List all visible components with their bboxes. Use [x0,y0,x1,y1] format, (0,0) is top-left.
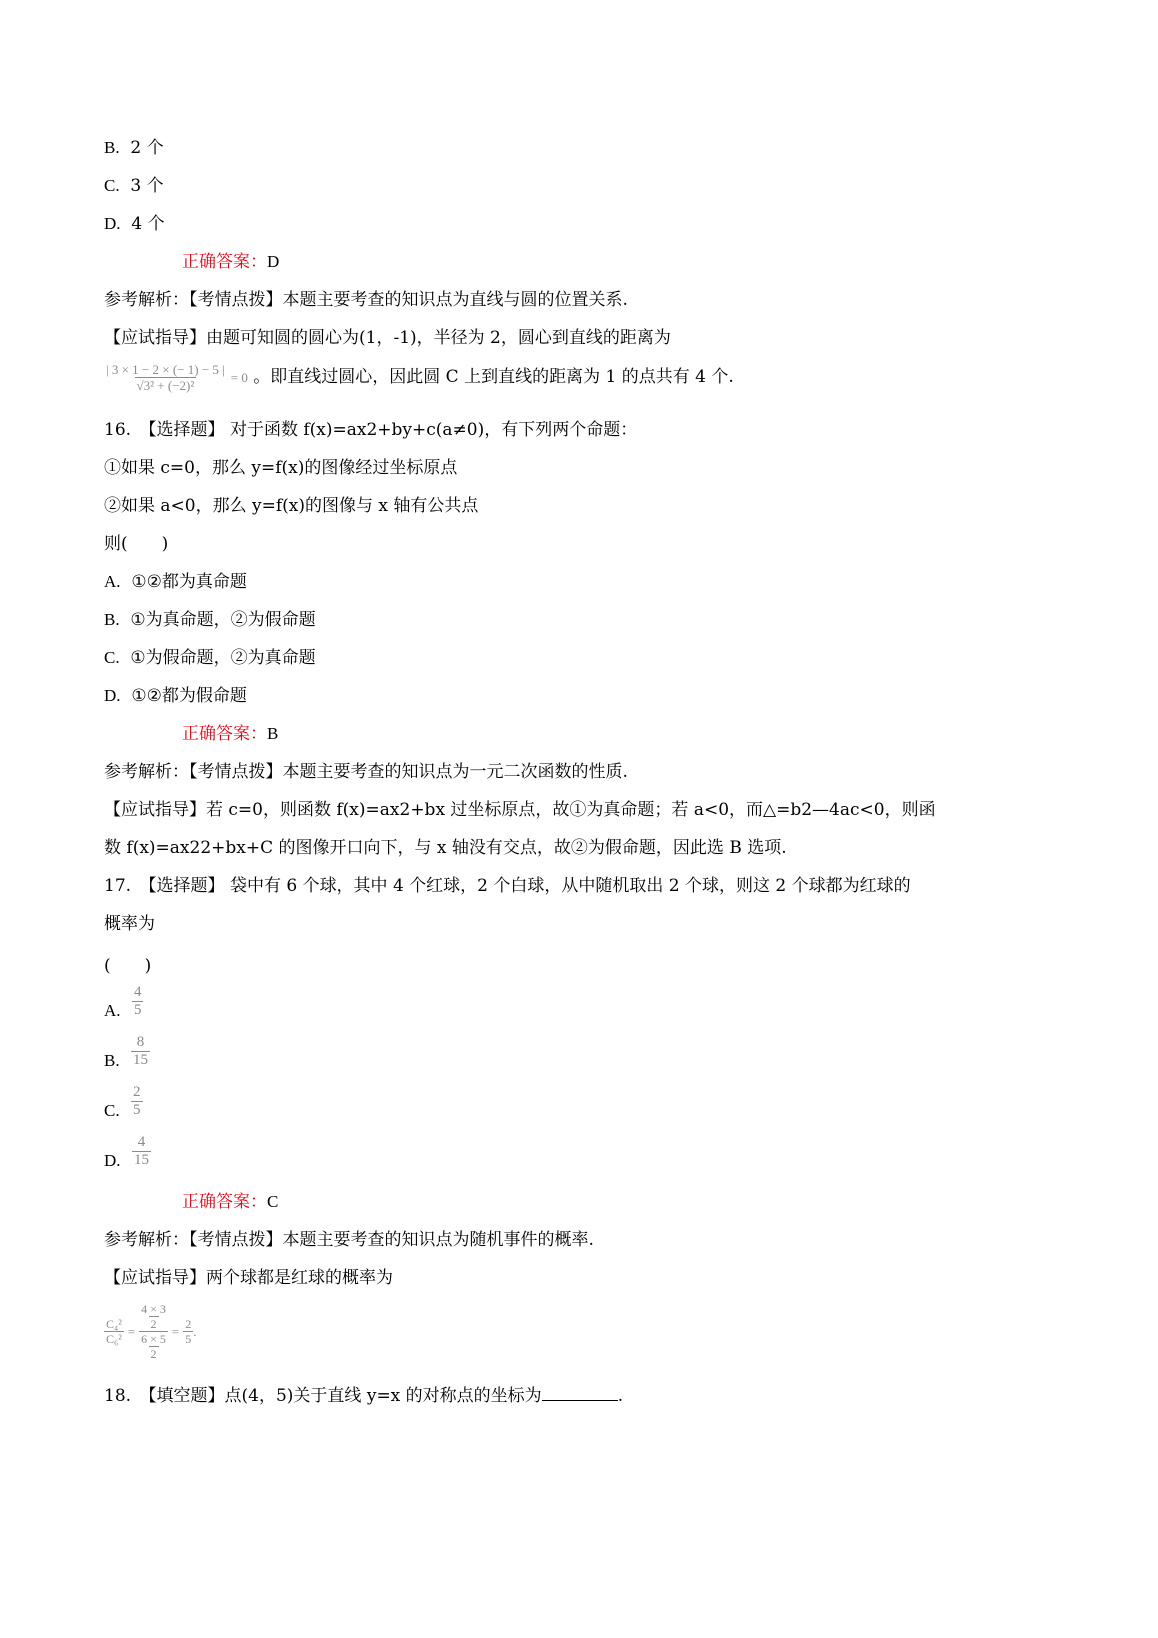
option-text: 3 个 [130,176,164,196]
formula-denominator: √3² + (−2)² [136,378,195,393]
fraction-numerator: 4 [133,984,142,1000]
guide-line-2: 数 f(x)=ax22+bx+C 的图像开口向下，与 x 轴没有交点，故②为假命题，因此选 B 选项. [104,838,787,858]
result-fraction [183,1317,193,1346]
guide: 【应试指导】由题可知圆的圆心为(1，-1)，半径为 2，圆心到直线的距离为 [104,328,671,348]
fraction-numerator: 8 [136,1034,145,1050]
question-ask: ( ) [104,956,152,976]
question-stem-line-2: 概率为 [104,914,155,934]
answer-value: B [267,724,279,743]
inner-denominator: 2 [150,1317,157,1331]
option-b [104,1034,150,1069]
option-c [104,1084,143,1119]
formula-numerator: | 3 × 1 − 2 × (− 1) − 5 | [106,362,225,377]
option-fraction [131,1084,143,1119]
period: . [193,1323,197,1339]
answer-blank[interactable] [542,1384,618,1401]
inner-denominator: 2 [150,1347,157,1361]
question-stem-line-1: 17. 【选择题】 袋中有 6 个球，其中 4 个红球，2 个白球，从中随机取出 2 个球，则这 2 个球都为红球的 [104,876,911,896]
answer-label: 正确答案： [182,252,267,272]
analysis: 参考解析：【考情点拨】本题主要考查的知识点为一元二次函数的性质. [104,762,628,782]
option-d [104,212,165,236]
option-c [104,646,316,670]
result-numerator: 2 [185,1317,192,1331]
option-text: 2 个 [130,138,164,158]
equals-sign: = [171,1323,180,1339]
formula-result: = 0 [230,369,248,385]
option-letter: C. [104,1101,120,1120]
option-b [104,136,164,160]
correct-answer [182,1190,278,1214]
option-d [104,1134,151,1169]
option-fraction [132,1134,151,1169]
option-fraction [132,984,144,1019]
distance-fraction [104,362,227,393]
option-a [104,570,247,594]
combination-numerator: C₄² [106,1317,122,1331]
option-text: ①为假命题，②为真命题 [130,648,316,668]
result-denominator: 5 [185,1332,192,1346]
option-letter: B. [104,1051,120,1070]
combination-fraction [104,1317,124,1346]
option-b [104,608,316,632]
expanded-denominator [139,1331,168,1361]
probability-formula [104,1302,197,1361]
option-letter: A. [104,1001,121,1020]
analysis: 参考解析：【考情点拨】本题主要考查的知识点为直线与圆的位置关系. [104,290,628,310]
answer-label: 正确答案： [182,1192,267,1212]
expanded-fraction [139,1302,168,1361]
analysis: 参考解析：【考情点拨】本题主要考查的知识点为随机事件的概率. [104,1230,594,1250]
correct-answer [182,722,278,746]
option-a [104,984,143,1019]
option-letter: A. [104,572,121,591]
fraction-denominator: 15 [133,1152,149,1168]
option-letter: B. [104,138,120,157]
proposition-1: ①如果 c=0，那么 y=f(x)的图像经过坐标原点 [104,458,458,478]
option-text: ①②都为真命题 [131,572,247,592]
distance-formula-line [104,360,734,393]
proposition-2: ②如果 a<0，那么 y=f(x)的图像与 x 轴有公共点 [104,496,479,516]
option-fraction [131,1034,150,1069]
question-stem: 18. 【填空题】点(4，5)关于直线 y=x 的对称点的坐标为 [104,1386,542,1406]
option-letter: C. [104,648,120,667]
inner-numerator: 6 × 5 [141,1332,166,1346]
answer-label: 正确答案： [182,724,267,744]
question-stem: 16. 【选择题】 对于函数 f(x)=ax2+by+c(a≠0)，有下列两个命题： [104,420,638,440]
fraction-numerator: 2 [133,1084,141,1100]
fraction-numerator: 4 [137,1134,146,1150]
option-letter: D. [104,214,121,233]
fill-in-question [104,1384,623,1408]
conclusion: 。即直线过圆心，因此圆 C 上到直线的距离为 1 的点共有 4 个. [253,367,734,387]
probability-formula-body [104,1302,197,1361]
option-text: ①②都为假命题 [131,686,247,706]
equals-sign: = [127,1323,136,1339]
combination-denominator: C₆² [106,1332,122,1346]
fraction-denominator: 5 [133,1102,141,1118]
distance-formula [104,362,248,393]
guide: 【应试指导】两个球都是红球的概率为 [104,1268,393,1288]
fraction-denominator: 15 [133,1052,148,1068]
expanded-numerator [139,1302,168,1331]
answer-value: C [267,1192,279,1211]
option-letter: D. [104,686,121,705]
option-c [104,174,164,198]
question-ask: 则( ) [104,534,169,554]
option-text: 4 个 [131,214,165,234]
question-end: . [617,1386,624,1406]
guide-line-1: 【应试指导】若 c=0，则函数 f(x)=ax2+bx 过坐标原点，故①为真命题；若 a<0，而△=b2—4ac<0，则函 [104,800,936,820]
option-text: ①为真命题，②为假命题 [130,610,316,630]
correct-answer [182,250,279,274]
inner-numerator: 4 × 3 [141,1302,166,1316]
fraction-denominator: 5 [133,1002,142,1018]
answer-value: D [267,252,280,271]
option-d [104,684,247,708]
option-letter: B. [104,610,120,629]
option-letter: C. [104,176,120,195]
option-letter: D. [104,1151,121,1170]
